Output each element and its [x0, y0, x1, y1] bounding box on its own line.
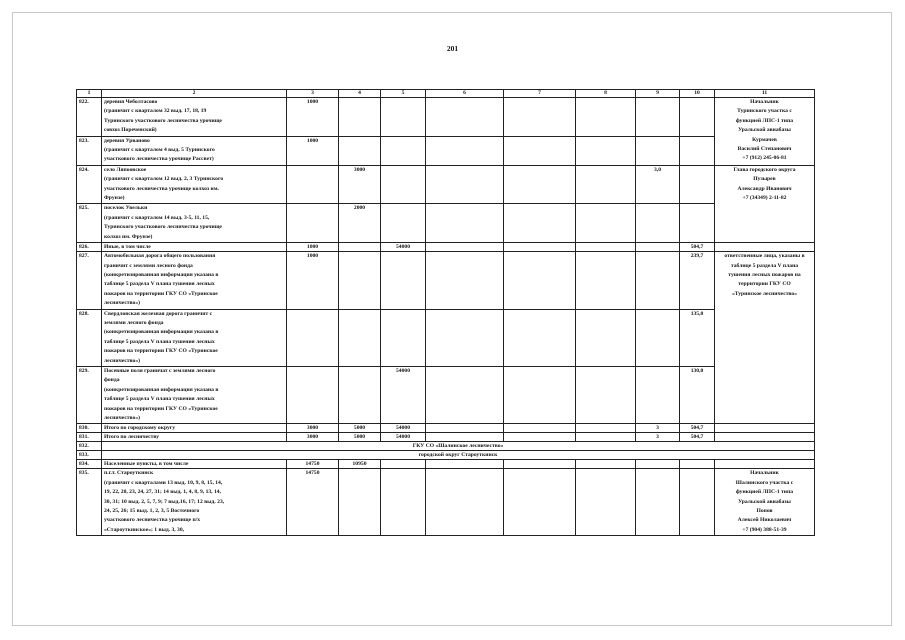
row-number: 822. — [77, 98, 102, 137]
col-header: 7 — [504, 90, 576, 98]
row-name: Свердловская железная дорога граничит с землями лесного фонда (конкретизированная информация указана в таблице 5 раздела V плана тушения лесных пожаров на территории ГКУ СО «Туринское лесничество») — [102, 309, 287, 366]
table-row — [77, 442, 815, 451]
cell-col3: 1000 — [287, 252, 339, 309]
table-row — [77, 433, 815, 442]
row-name: Иные, в том числе — [102, 243, 287, 252]
table-row — [77, 469, 815, 536]
row-number: 831. — [77, 433, 102, 442]
cell-col9: 3,0 — [636, 165, 680, 204]
col-header: 10 — [680, 90, 715, 98]
contact-cell: Глава городского округа Пузырев Александр Иванович +7 (34349) 2-11-82 — [715, 165, 815, 242]
cell-col5: 54000 — [381, 366, 426, 423]
cell-col4: 2000 — [339, 204, 381, 243]
cell-col3: 1000 — [287, 136, 339, 165]
row-number: 827. — [77, 252, 102, 309]
row-name: Итого по городскому округу — [102, 424, 287, 433]
row-name: Итого по лесничеству — [102, 433, 287, 442]
cell-col3: 3000 — [287, 433, 339, 442]
cell-col10: 504,7 — [680, 433, 715, 442]
row-name: п.г.т. Староуткинск (граничит с кварталами 13 выд. 10, 9, 8, 15, 14, 19, 22, 20, 23, 24, 27, 31; 14 выд. 1, 4, 8, 9, 13, 14, 30, 31; 10 выд. 2, 5, 7, 9; 7 выд.16, 17; 12 выд. 23, 24, 25, 26; 15 выд. 1, 2, 3, 5 Восточного участкового лесничества урочище п/х «Староуткинское»; 1 выд. 3, 30, — [102, 469, 287, 536]
row-number: 830. — [77, 424, 102, 433]
cell-col5: 54000 — [381, 433, 426, 442]
cell-col3: 1000 — [287, 98, 339, 137]
row-number: 825. — [77, 204, 102, 243]
section-heading: ГКУ СО «Шалинское лесничество» — [102, 442, 815, 451]
col-header: 9 — [636, 90, 680, 98]
table-row — [77, 165, 815, 204]
row-name: деревня Урваново (граничит с кварталом 4 выд. 5 Туринского участкового лесничества урочище Рассвет) — [102, 136, 287, 165]
cell-col4: 3000 — [339, 165, 381, 204]
row-number: 835. — [77, 469, 102, 536]
row-name: Автомобильная дорога общего пользования граничит с землями лесного фонда (конкретизированная информация указана в таблице 5 раздела V плана тушения лесных пожаров на территории ГКУ СО «Туринское лесничество») — [102, 252, 287, 309]
col-header: 6 — [426, 90, 504, 98]
contact-cell: ответственные лица, указаны в таблице 5 раздела V плана тушения лесных пожаров на территории ГКУ СО «Туринское лесничество» — [715, 252, 815, 424]
table-row — [77, 309, 815, 366]
cell-col10: 130,0 — [680, 366, 715, 423]
row-name: село Ляпоовское (граничит с кварталом 12 выд. 2, 3 Туринского участкового лесничества урочище колхоз им. Фрунзе) — [102, 165, 287, 204]
col-header: 11 — [715, 90, 815, 98]
register-table — [76, 89, 815, 536]
row-number: 832. — [77, 442, 102, 451]
cell-col10: 135,0 — [680, 309, 715, 366]
row-number: 823. — [77, 136, 102, 165]
cell-col5: 54000 — [381, 243, 426, 252]
table-row — [77, 252, 815, 309]
cell-col3: 1000 — [287, 243, 339, 252]
table-row — [77, 424, 815, 433]
section-subheading: городской округ Староуткинск — [102, 451, 815, 460]
row-number: 828. — [77, 309, 102, 366]
table-row — [77, 460, 815, 469]
table-row — [77, 204, 815, 243]
table-row — [77, 366, 815, 423]
header-row — [77, 90, 815, 98]
row-number: 829. — [77, 366, 102, 423]
col-header: 8 — [576, 90, 636, 98]
cell-col4: 5000 — [339, 424, 381, 433]
table-row — [77, 98, 815, 137]
table-row — [77, 451, 815, 460]
row-name: поселок Увельки (граничит с кварталом 14 выд. 3-5, 11, 15, Туринского участкового лесничества урочище колхоз им. Фрунзе) — [102, 204, 287, 243]
col-header: 2 — [102, 90, 287, 98]
col-header: 4 — [339, 90, 381, 98]
col-header: 5 — [381, 90, 426, 98]
row-number: 824. — [77, 165, 102, 204]
cell-col3: 14750 — [287, 460, 339, 469]
cell-col9: 3 — [636, 433, 680, 442]
row-number: 826. — [77, 243, 102, 252]
page-number: 201 — [446, 44, 459, 53]
row-name: деревня Чеболтасово (граничит с кварталом 32 выд. 17, 18, 19 Туринского участкового лесничества урочище совхоз Пореченский) — [102, 98, 287, 137]
col-header: 3 — [287, 90, 339, 98]
cell-col3: 3000 — [287, 424, 339, 433]
row-number: 834. — [77, 460, 102, 469]
cell-col4: 10950 — [339, 460, 381, 469]
cell-col10: 504,7 — [680, 243, 715, 252]
row-name: Посевные поля граничат с землями лесного фонда (конкретизированная информация указана в таблице 5 раздела V плана тушения лесных пожаров на территории ГКУ СО «Туринское лесничество») — [102, 366, 287, 423]
row-number: 833. — [77, 451, 102, 460]
contact-cell: Начальник Шалинского участка с функцией ЛПС-1 типа Уральской авиабазы Попов Алексей Николаевич +7 (904) 388-51-39 — [715, 469, 815, 536]
table-row — [77, 136, 815, 165]
cell-col4: 5000 — [339, 433, 381, 442]
row-name: Населенные пункты, в том числе — [102, 460, 287, 469]
table-row — [77, 243, 815, 252]
cell-col3: 14750 — [287, 469, 339, 536]
contact-cell: Начальник Туринского участка с функцией ЛПС-1 типа Уральской авиабазы Курмачев Василий Степанович +7 (912) 245-06-81 — [715, 98, 815, 166]
col-header: 1 — [77, 90, 102, 98]
cell-col10: 239,7 — [680, 252, 715, 309]
cell-col10: 504,7 — [680, 424, 715, 433]
cell-col5: 54000 — [381, 424, 426, 433]
cell-col9: 3 — [636, 424, 680, 433]
